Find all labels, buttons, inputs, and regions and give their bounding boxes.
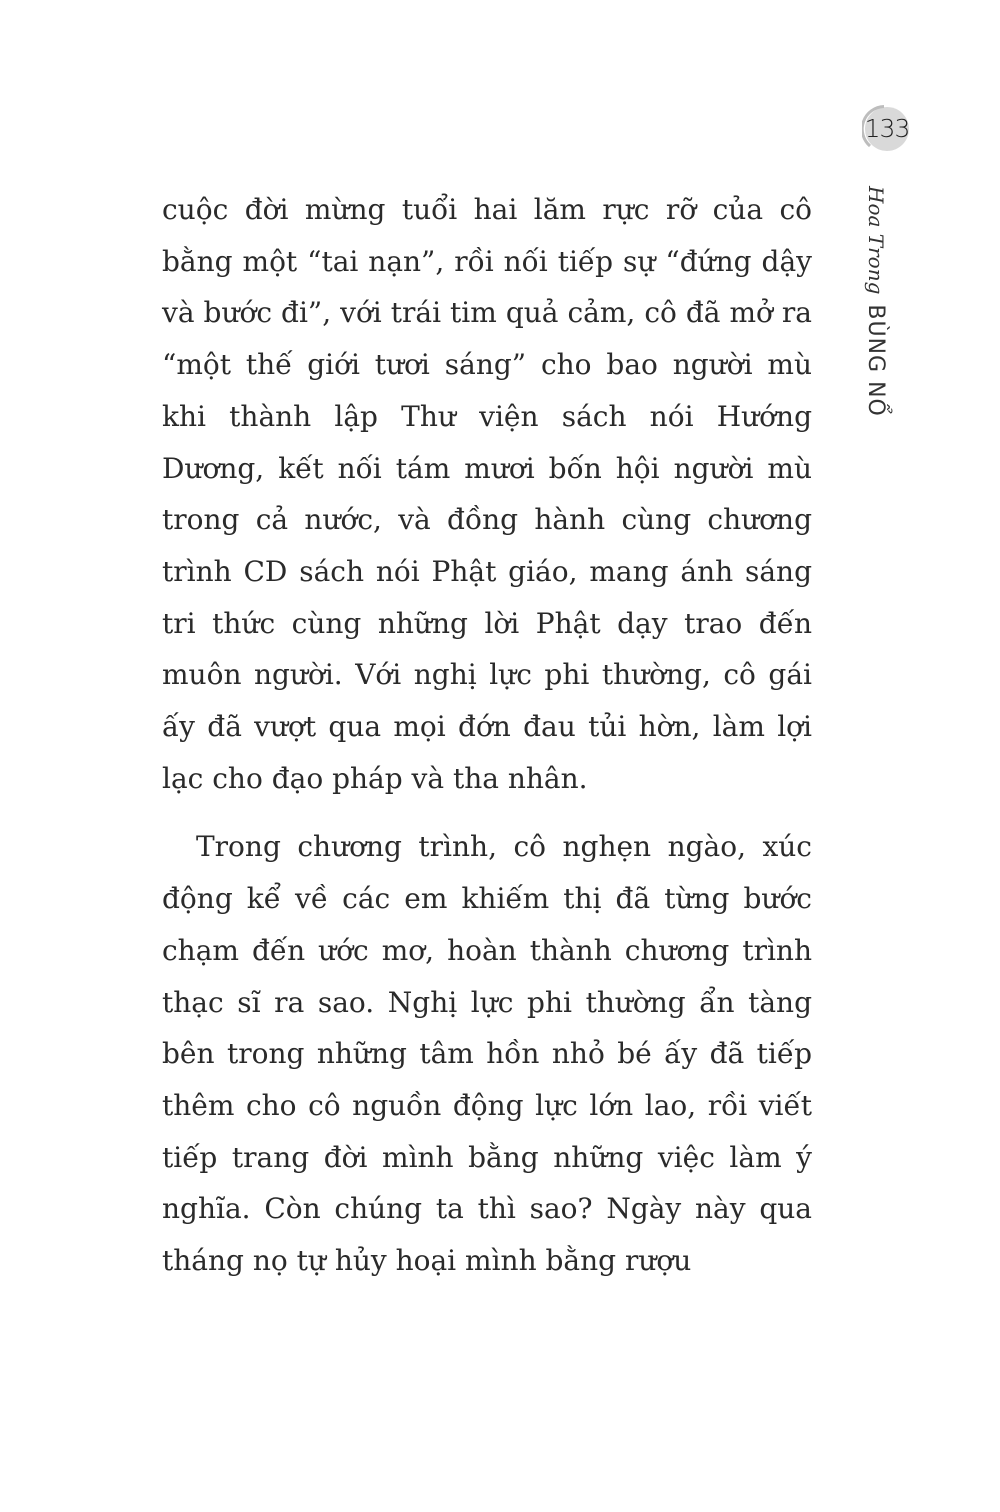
paragraph: Trong chương trình, cô nghẹn ngào, xúc động kể về các em khiếm thị đã từng bước chạm đến ước mơ, hoàn thành chương trình thạc sĩ ra sao. Nghị lực phi thường ẩn tàng bên trong những tâm hồn nhỏ bé ấy đã tiếp thêm cho cô nguồn động lực lớn lao, rồi viết tiếp trang đời mình bằng những việc làm ý nghĩa. Còn chúng ta thì sao? Ngày này qua tháng nọ tự hủy hoại mình bằng rượu (162, 830, 812, 1278)
paragraph: cuộc đời mừng tuổi hai lăm rực rỡ của cô bằng một “tai nạn”, rồi nối tiếp sự “đứng dậy và bước đi”, với trái tim quả cảm, cô đã mở ra “một thế giới tươi sáng” cho bao người mù khi thành lập Thư viện sách nói Hướng Dương, kết nối tám mươi bốn hội người mù trong cả nước, và đồng hành cùng chương trình CD sách nói Phật giáo, mang ánh sáng tri thức cùng những lời Phật dạy trao đến muôn người. Với nghị lực phi thường, cô gái ấy đã vượt qua mọi đớn đau tủi hờn, làm lợi lạc cho đạo pháp và tha nhân. (162, 193, 812, 795)
page-number-badge (862, 104, 912, 154)
header-book-title: BÙNG NỔ (863, 304, 888, 417)
header-signature: Hoa Trong (864, 186, 888, 295)
body-text (162, 184, 812, 1287)
running-header (863, 186, 888, 417)
page-number: 133 (864, 114, 910, 143)
